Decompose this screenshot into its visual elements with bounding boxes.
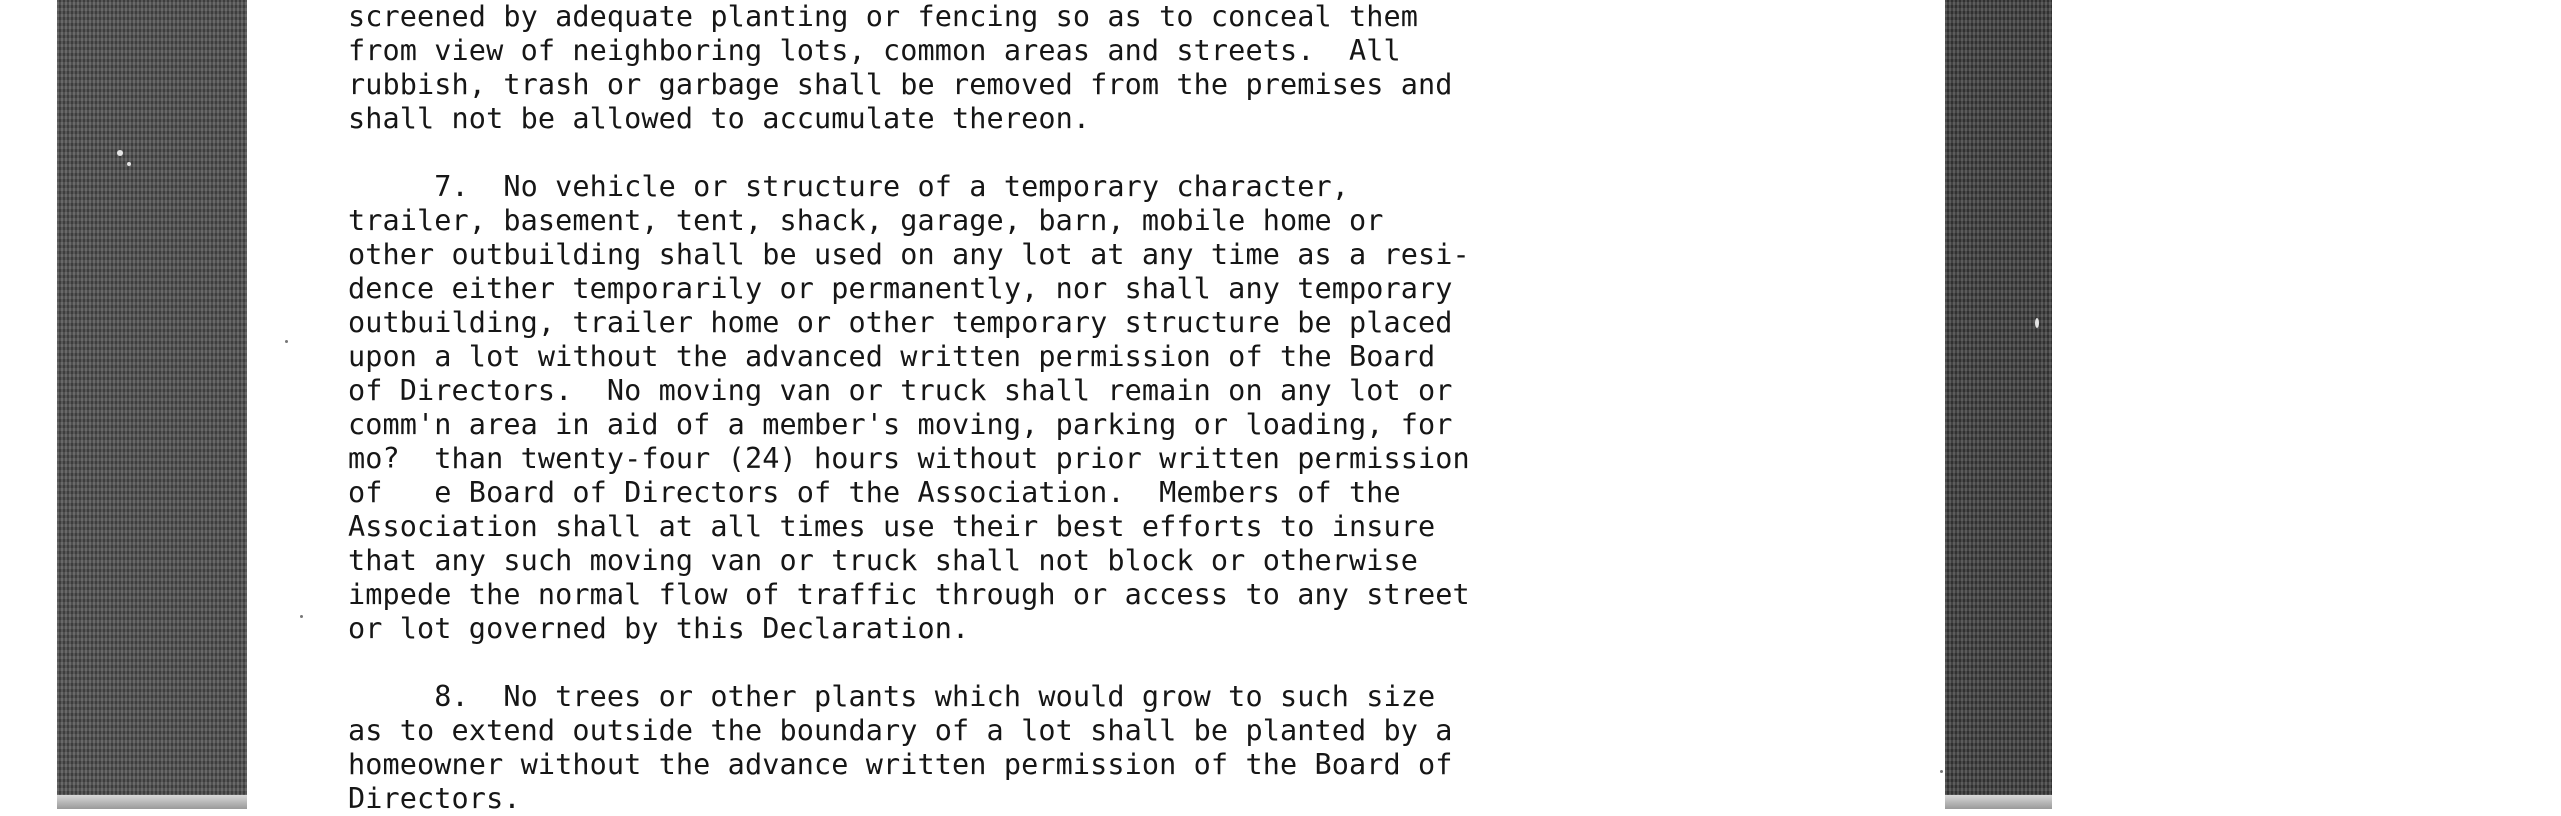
text-line: mo? than twenty-four (24) hours without prior written permission <box>348 442 1470 475</box>
text-line: outbuilding, trailer home or other temporary structure be placed <box>348 306 1453 339</box>
text-line: as to extend outside the boundary of a lot shall be planted by a <box>348 714 1453 747</box>
scan-speck <box>2035 318 2039 328</box>
scan-speck <box>117 150 123 156</box>
text-line: of e Board of Directors of the Association. Members of the <box>348 476 1401 509</box>
text-line: trailer, basement, tent, shack, garage, barn, mobile home or <box>348 204 1384 237</box>
text-line: rubbish, trash or garbage shall be removed from the premises and <box>348 68 1453 101</box>
scan-dot <box>1940 770 1943 773</box>
text-line: other outbuilding shall be used on any lot at any time as a resi- <box>348 238 1470 271</box>
paragraph-6-continuation <box>348 0 1728 136</box>
left-scan-margin <box>57 0 247 809</box>
scan-dot <box>300 615 303 618</box>
right-margin-edge <box>1945 795 2052 809</box>
text-line: Association shall at all times use their best efforts to insure <box>348 510 1436 543</box>
scan-dot <box>285 340 288 343</box>
text-line: screened by adequate planting or fencing so as to conceal them <box>348 0 1419 33</box>
text-line: Directors. <box>348 782 521 815</box>
text-line: from view of neighboring lots, common areas and streets. All <box>348 34 1401 67</box>
text-line: upon a lot without the advanced written permission of the Board <box>348 340 1436 373</box>
document-page <box>348 0 1728 816</box>
text-line: shall not be allowed to accumulate thereon. <box>348 102 1091 135</box>
paragraph-7 <box>348 170 1728 646</box>
text-line: that any such moving van or truck shall not block or otherwise <box>348 544 1419 577</box>
scan-speck <box>127 162 131 166</box>
text-line: 8. No trees or other plants which would grow to such size <box>348 680 1436 713</box>
text-line: of Directors. No moving van or truck shall remain on any lot or <box>348 374 1453 407</box>
right-scan-margin <box>1945 0 2052 809</box>
text-line: comm'n area in aid of a member's moving, parking or loading, for <box>348 408 1453 441</box>
left-margin-edge <box>57 795 247 809</box>
text-line: impede the normal flow of traffic through or access to any street <box>348 578 1470 611</box>
text-line: dence either temporarily or permanently, nor shall any temporary <box>348 272 1453 305</box>
paragraph-8 <box>348 680 1728 816</box>
text-line: homeowner without the advance written permission of the Board of <box>348 748 1453 781</box>
text-line: 7. No vehicle or structure of a temporary character, <box>348 170 1349 203</box>
text-line: or lot governed by this Declaration. <box>348 612 970 645</box>
